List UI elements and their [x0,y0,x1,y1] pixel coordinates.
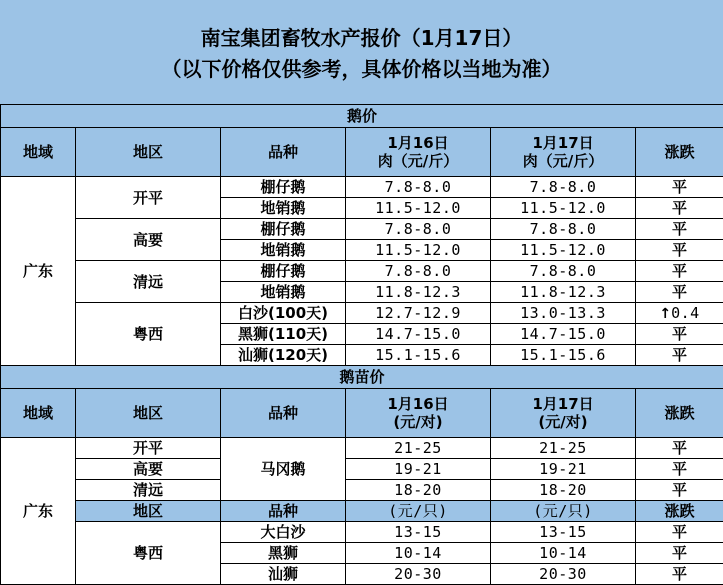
gosling-section-title: 鹅苗价 [1,366,723,389]
change-cell [636,303,723,324]
change-cell: 平 [636,324,723,345]
goose-header-row [1,128,723,177]
header-jan16-date: 1月16日 [346,395,490,413]
change-cell: 平 [636,198,723,219]
gosling-header-row [1,389,723,438]
header-area: 地区 [76,389,221,438]
price-jan17: 18-20 [491,480,636,501]
area-cell: 开平 [76,177,221,219]
price-jan16: 21-25 [346,438,491,459]
price-jan17: 19-21 [491,459,636,480]
header-jan17-unit: (元/对) [491,413,635,431]
header-region: 地域 [1,128,76,177]
price-jan17: 11.5-12.0 [491,240,636,261]
variety-cell: 大白沙 [221,522,346,543]
price-jan16: 15.1-15.6 [346,345,491,366]
header-change: 涨跌 [636,389,723,438]
table-row [1,459,723,480]
goose-section-title: 鹅价 [1,105,723,128]
header-change: 涨跌 [636,128,723,177]
change-cell: 平 [636,240,723,261]
price-jan16: 12.7-12.9 [346,303,491,324]
price-jan17: 11.8-12.3 [491,282,636,303]
header-jan17-date: 1月17日 [491,134,635,152]
header-jan16 [346,389,491,438]
price-jan17: 10-14 [491,543,636,564]
price-jan16: 19-21 [346,459,491,480]
goose-section-row [1,105,723,128]
price-jan16: 7.8-8.0 [346,177,491,198]
header-area: 地区 [76,128,221,177]
header-jan16-unit: (元/对) [346,413,490,431]
subheader-jan16-unit: (元/只) [346,501,491,522]
subheader-jan17-unit: (元/只) [491,501,636,522]
area-cell: 高要 [76,459,221,480]
change-cell: 平 [636,459,723,480]
price-jan16: 10-14 [346,543,491,564]
region-cell: 广东 [1,438,76,585]
region-cell: 广东 [1,177,76,366]
variety-cell: 黑狮(110天) [221,324,346,345]
area-cell: 高要 [76,219,221,261]
header-region: 地域 [1,389,76,438]
price-jan16: 11.5-12.0 [346,240,491,261]
price-jan16: 14.7-15.0 [346,324,491,345]
header-jan17 [491,389,636,438]
table-row [1,522,723,543]
price-jan17: 21-25 [491,438,636,459]
header-variety: 品种 [221,389,346,438]
subheader-variety: 品种 [221,501,346,522]
variety-cell: 白沙(100天) [221,303,346,324]
area-cell: 粤西 [76,303,221,366]
area-cell: 粤西 [76,522,221,585]
table-row [1,438,723,459]
header-jan16-date: 1月16日 [346,134,490,152]
price-jan16: 18-20 [346,480,491,501]
up-arrow-icon: ↑ [659,306,671,322]
area-cell: 清远 [76,261,221,303]
table-row [1,303,723,324]
variety-cell: 地销鹅 [221,240,346,261]
change-cell: 平 [636,261,723,282]
price-jan17: 7.8-8.0 [491,261,636,282]
header-jan16 [346,128,491,177]
price-jan17: 14.7-15.0 [491,324,636,345]
variety-cell: 汕狮 [221,564,346,585]
subheader-change: 涨跌 [636,501,723,522]
title-band [0,0,723,105]
price-jan16: 20-30 [346,564,491,585]
table-row [1,261,723,282]
change-cell: 平 [636,219,723,240]
price-jan17: 15.1-15.6 [491,345,636,366]
price-jan16: 13-15 [346,522,491,543]
variety-cell: 马冈鹅 [221,438,346,501]
change-cell: 平 [636,438,723,459]
header-jan16-unit: 肉（元/斤） [346,152,490,170]
header-jan17-unit: 肉（元/斤） [491,152,635,170]
header-variety: 品种 [221,128,346,177]
report-title: 南宝集团畜牧水产报价（1月17日） [0,23,723,54]
header-jan17-date: 1月17日 [491,395,635,413]
variety-cell: 地销鹅 [221,198,346,219]
price-jan16: 7.8-8.0 [346,219,491,240]
variety-cell: 黑狮 [221,543,346,564]
change-cell: 平 [636,282,723,303]
change-cell: 平 [636,345,723,366]
price-jan17: 13.0-13.3 [491,303,636,324]
variety-cell: 汕狮(120天) [221,345,346,366]
table-row [1,177,723,198]
subheader-area: 地区 [76,501,221,522]
price-jan16: 7.8-8.0 [346,261,491,282]
table-row [1,480,723,501]
change-cell: 平 [636,564,723,585]
header-jan17 [491,128,636,177]
variety-cell: 棚仔鹅 [221,219,346,240]
change-value: 0.4 [671,304,700,322]
report-subtitle: （以下价格仅供参考，具体价格以当地为准） [0,54,723,85]
gosling-subheader-row [1,501,723,522]
price-table [0,104,723,585]
variety-cell: 棚仔鹅 [221,261,346,282]
change-cell: 平 [636,177,723,198]
price-jan16: 11.8-12.3 [346,282,491,303]
price-jan17: 7.8-8.0 [491,219,636,240]
change-cell: 平 [636,522,723,543]
variety-cell: 地销鹅 [221,282,346,303]
price-jan17: 13-15 [491,522,636,543]
change-cell: 平 [636,543,723,564]
change-cell: 平 [636,480,723,501]
table-row [1,219,723,240]
price-jan16: 11.5-12.0 [346,198,491,219]
price-jan17: 20-30 [491,564,636,585]
area-cell: 开平 [76,438,221,459]
price-jan17: 7.8-8.0 [491,177,636,198]
area-cell: 清远 [76,480,221,501]
price-jan17: 11.5-12.0 [491,198,636,219]
gosling-section-row [1,366,723,389]
variety-cell: 棚仔鹅 [221,177,346,198]
